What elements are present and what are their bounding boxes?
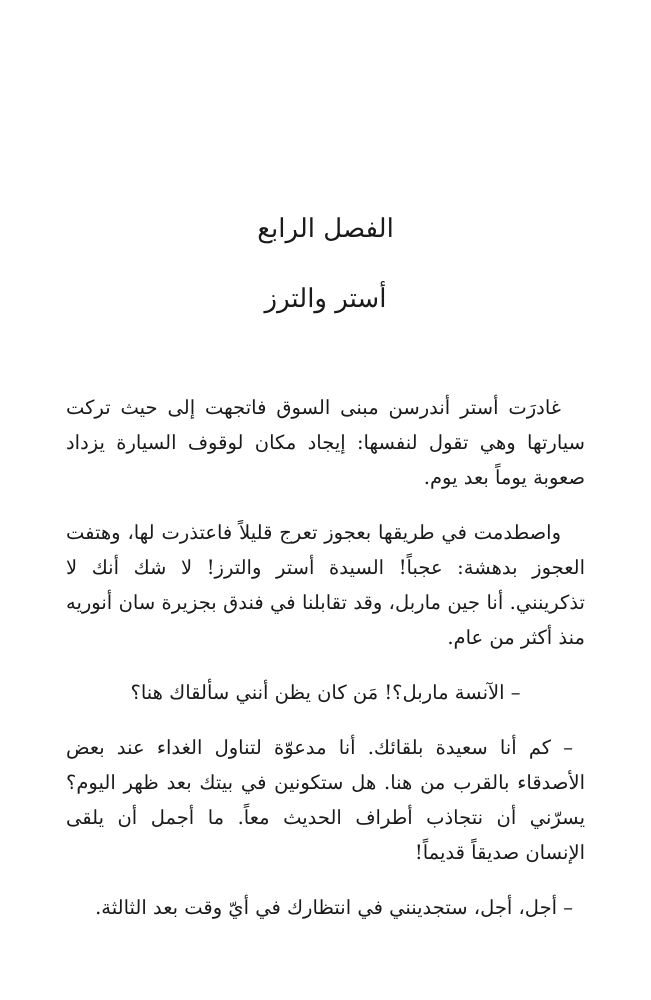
chapter-body [66, 390, 585, 945]
paragraph: غادرَت أستر أندرسن مبنى السوق فاتجهت إلى حيث تركت سيارتها وهي تقول لنفسها: إيجاد مكان لوقوف السيارة يزداد صعوبة يوماً بعد يوم. [66, 396, 585, 489]
paragraph: واصطدمت في طريقها بعجوز تعرج قليلاً فاعتذرت لها، وهتفت العجوز بدهشة: عجباً! السيدة أستر والترز! لا شك أنك لا تذكرينني. أنا جين ماربل، وقد تقابلنا في فندق بجزيرة سان أنوريه منذ أكثر من عام. [66, 521, 585, 649]
chapter-number: الفصل الرابع [257, 214, 394, 244]
dialog-line: – كم أنا سعيدة بلقائك. أنا مدعوّة لتناول الغداء عند بعض الأصدقاء بالقرب من هنا. هل ستكونين في بيتك بعد ظهر اليوم؟ يسرّني أن نتجاذب أطراف الحديث معاً. ما أجمل أن يلقى الإنسان صديقاً قديماً! [66, 736, 585, 864]
dialog-line: – الآنسة ماربل؟! مَن كان يظن أنني سألقاك هنا؟ [130, 681, 521, 704]
chapter-title: أستر والترز [264, 284, 387, 314]
dialog-line: – أجل، أجل، ستجدينني في انتظارك في أيّ وقت بعد الثالثة. [95, 896, 573, 919]
